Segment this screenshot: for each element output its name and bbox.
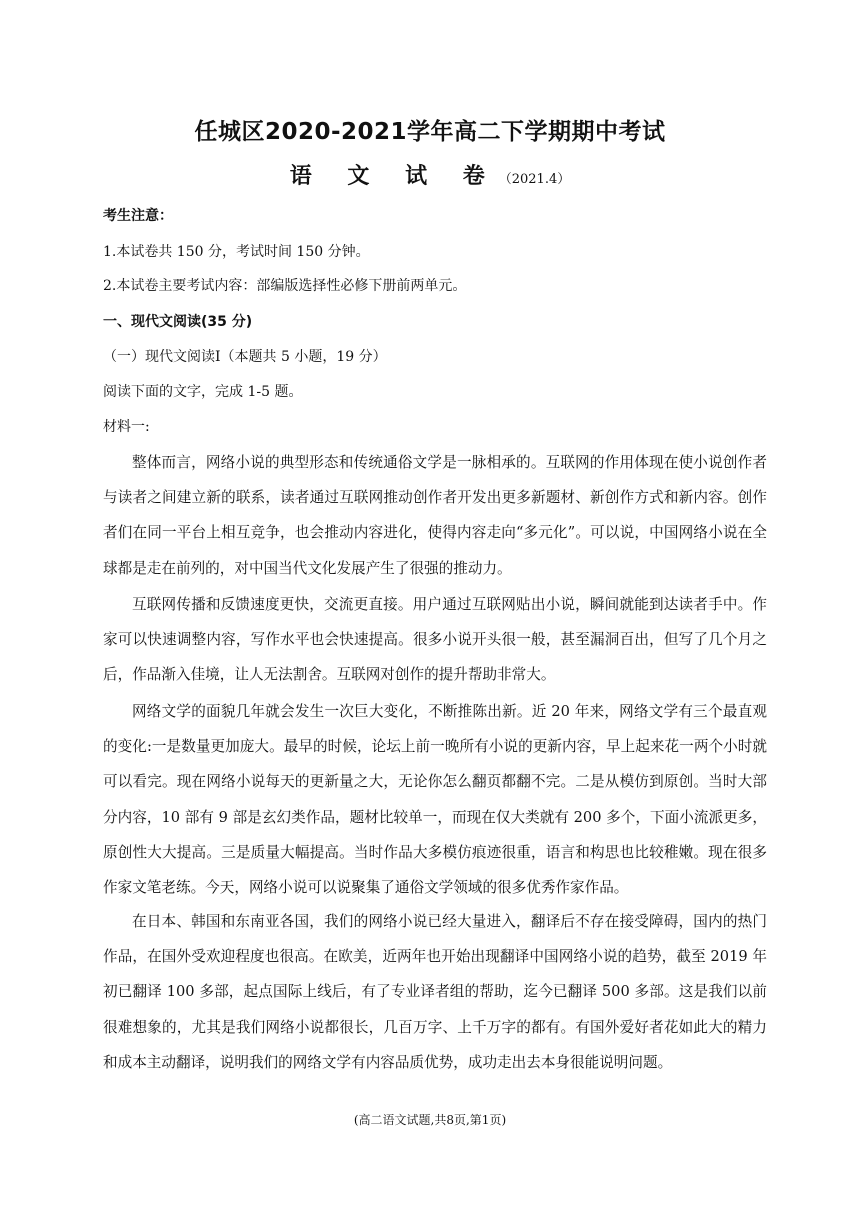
subtitle-text: 语 文 试 卷 [289, 164, 499, 189]
paragraph-1: 整体而言，网络小说的典型形态和传统通俗文学是一脉相承的。互联网的作用体现在使小说创作者与读者之间建立新的联系，读者通过互联网推动创作者开发出更多新题材、新创作方式和新内容。创作者们在同一平台上相互竞争，也会推动内容进化，使得内容走向“多元化”。可以说，中国网络小说在全球都是走在前列的，对中国当代文化发展产生了很强的推动力。 [103, 454, 767, 577]
section-heading: 一、现代文阅读(35 分) [103, 314, 253, 330]
instruction-text: 阅读下面的文字，完成 1-5 题。 [103, 384, 303, 400]
subsection-heading: （一）现代文阅读Ⅰ（本题共 5 小题，19 分） [103, 349, 387, 365]
notice-item-1: 1.本试卷共 150 分，考试时间 150 分钟。 [103, 244, 370, 260]
material-label: 材料一: [103, 419, 150, 435]
paragraph-2: 互联网传播和反馈速度更快，交流更直接。用户通过互联网贴出小说，瞬间就能到达读者手中。作家可以快速调整内容，写作水平也会快速提高。很多小说开头很一般，甚至漏洞百出，但写了几个月之后，作品渐入佳境，让人无法割舍。互联网对创作的提升帮助非常大。 [103, 596, 767, 684]
exam-title: 任城区2020-2021学年高二下学期期中考试 [194, 119, 666, 145]
exam-subtitle [0, 159, 860, 190]
paragraph-3: 网络文学的面貌几年就会发生一次巨大变化，不断推陈出新。近 20 年来，网络文学有三个最直观的变化:一是数量更加庞大。最早的时候，论坛上前一晚所有小说的更新内容，早上起来花一两个小时就可以看完。现在网络小说每天的更新量之大，无论你怎么翻页都翻不完。二是从模仿到原创。当时大部分内容，10 部有 9 部是玄幻类作品，题材比较单一，而现在仅大类就有 200 多个，下面小流派更多，原创性大大提高。三是质量大幅提高。当时作品大多模仿痕迹很重，语言和构思也比较稚嫩。现在很多作家文笔老练。今天，网络小说可以说聚集了通俗文学领域的很多优秀作家作品。 [103, 703, 767, 897]
page-footer: (高二语文试题,共8页,第1页) [353, 1113, 507, 1127]
notice-heading: 考生注意： [103, 208, 173, 224]
notice-item-2: 2.本试卷主要考试内容：部编版选择性必修下册前两单元。 [103, 278, 467, 294]
subtitle-date: （2021.4） [498, 172, 571, 187]
paragraph-4: 在日本、韩国和东南亚各国，我们的网络小说已经大量进入，翻译后不存在接受障碍，国内的热门作品，在国外受欢迎程度也很高。在欧美，近两年也开始出现翻译中国网络小说的趋势，截至 2019 年初已翻译 100 多部，起点国际上线后，有了专业译者组的帮助，迄今已翻译 500 多部。这是我们以前很难想象的，尤其是我们网络小说都很长，几百万字、上千万字的都有。有国外爱好者花如此大的精力和成本主动翻译，说明我们的网络文学有内容品质优势，成功走出去本身很能说明问题。 [103, 913, 767, 1071]
